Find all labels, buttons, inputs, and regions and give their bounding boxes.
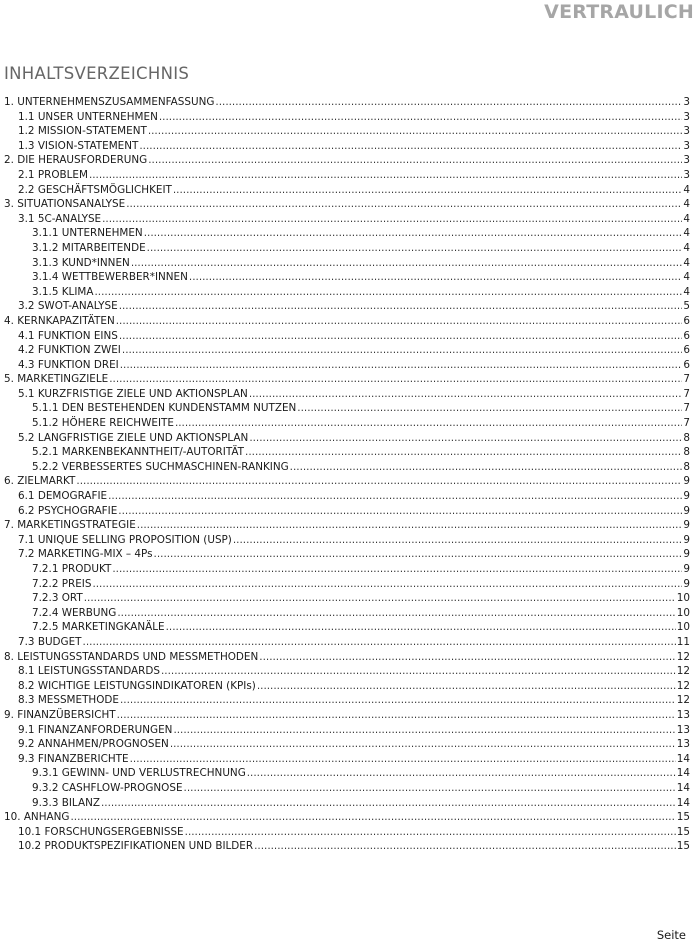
- toc-entry[interactable]: [4, 270, 690, 285]
- toc-dot-leader: [139, 139, 682, 154]
- toc-title: INHALTSVERZEICHNIS: [4, 64, 190, 83]
- toc-dot-leader: [119, 299, 683, 314]
- toc-entry-title: 7.2.1 PRODUKT: [32, 563, 112, 575]
- toc-entry[interactable]: [4, 358, 690, 373]
- toc-dot-leader: [184, 781, 676, 796]
- toc-dot-leader: [117, 606, 675, 621]
- toc-page-number: 10: [676, 621, 690, 634]
- toc-page-number: 13: [676, 738, 690, 751]
- toc-page-number: 4: [683, 285, 690, 298]
- confidential-label: VERTRAULICH: [544, 1, 694, 23]
- toc-entry-title: 5.1.2 HÖHERE REICHWEITE: [32, 417, 174, 430]
- toc-entry-title: 4.3 FUNKTION DREI: [18, 358, 119, 371]
- toc-page-number: 7: [683, 373, 690, 386]
- toc-entry[interactable]: [4, 533, 690, 548]
- toc-dot-leader: [148, 124, 683, 139]
- toc-entry[interactable]: [4, 810, 690, 825]
- toc-entry-title: 7.2.4 WERBUNG: [32, 606, 117, 619]
- toc-page-number: 4: [683, 212, 690, 225]
- toc-page-number: 12: [676, 694, 690, 707]
- toc-dot-leader: [166, 620, 676, 635]
- toc-entry[interactable]: [4, 650, 690, 665]
- table-of-contents: [4, 95, 690, 854]
- toc-entry-title: 10.1 FORSCHUNGSERGEBNISSE: [18, 825, 184, 838]
- toc-entry[interactable]: [4, 781, 690, 796]
- toc-entry-title: 6. ZIELMARKT: [4, 475, 76, 488]
- toc-dot-leader: [159, 110, 683, 125]
- toc-entry-title: 9.3.3 BILANZ: [32, 796, 100, 809]
- toc-page-number: 7: [683, 402, 690, 415]
- toc-page-number: 6: [683, 314, 690, 327]
- toc-dot-leader: [120, 693, 676, 708]
- toc-entry[interactable]: [4, 387, 690, 402]
- toc-entry-title: 4. KERNKAPAZITÄTEN: [4, 314, 115, 327]
- toc-dot-leader: [170, 737, 676, 752]
- toc-entry[interactable]: [4, 285, 690, 300]
- toc-page-number: 13: [676, 723, 690, 736]
- toc-entry-title: 3.2 SWOT-ANALYSE: [18, 300, 118, 313]
- toc-page-number: 13: [676, 708, 690, 721]
- toc-entry-title: 9.3.2 CASHFLOW-PROGNOSE: [32, 781, 183, 794]
- toc-entry[interactable]: [4, 445, 690, 460]
- toc-page-number: 3: [683, 96, 690, 108]
- toc-entry[interactable]: [4, 474, 690, 489]
- toc-page-number: 14: [676, 796, 690, 809]
- toc-entry[interactable]: [4, 314, 690, 329]
- toc-entry[interactable]: [4, 635, 690, 650]
- toc-entry-title: 7.2.2 PREIS: [32, 577, 92, 590]
- toc-page-number: 8: [683, 460, 690, 473]
- toc-entry-title: 5.1.1 DEN BESTEHENDEN KUNDENSTAMM NUTZEN: [32, 402, 297, 415]
- toc-page-number: 5: [683, 300, 690, 313]
- toc-entry[interactable]: [4, 372, 690, 387]
- toc-entry-title: 1.2 MISSION-STATEMENT: [18, 125, 147, 138]
- toc-page-number: 12: [676, 650, 690, 663]
- toc-page-number: 3: [683, 139, 690, 152]
- toc-page-number: 6: [683, 329, 690, 342]
- toc-page-number: 9: [683, 475, 690, 488]
- toc-page-number: 4: [683, 271, 690, 284]
- toc-entry-title: 2.2 GESCHÄFTSMÖGLICHKEIT: [18, 183, 172, 196]
- toc-dot-leader: [249, 431, 682, 446]
- toc-entry[interactable]: [4, 591, 690, 606]
- toc-entry[interactable]: [4, 416, 690, 431]
- toc-dot-leader: [102, 212, 682, 227]
- toc-page-number: 11: [676, 635, 690, 648]
- toc-entry[interactable]: [4, 343, 690, 358]
- toc-page-number: 10: [676, 592, 690, 605]
- toc-entry[interactable]: [4, 299, 690, 314]
- toc-entry-title: 1.3 VISION-STATEMENT: [18, 139, 139, 152]
- toc-entry[interactable]: [4, 839, 690, 854]
- toc-page-number: 9: [683, 490, 690, 503]
- toc-page-number: 9: [683, 548, 690, 561]
- toc-dot-leader: [83, 635, 676, 650]
- toc-page-number: 15: [676, 840, 690, 853]
- toc-entry-title: 2.1 PROBLEM: [18, 168, 88, 181]
- toc-entry[interactable]: [4, 679, 690, 694]
- toc-dot-leader: [70, 810, 675, 825]
- toc-entry-title: 9.3 FINANZBERICHTE: [18, 752, 129, 765]
- toc-entry[interactable]: [4, 504, 690, 519]
- toc-entry[interactable]: [4, 460, 690, 475]
- toc-entry-title: 5.2.2 VERBESSERTES SUCHMASCHINEN-RANKING: [32, 460, 289, 473]
- toc-page-number: 8: [683, 431, 690, 444]
- toc-entry-title: 4.2 FUNKTION ZWEI: [18, 344, 121, 357]
- toc-dot-leader: [297, 401, 682, 416]
- toc-entry-title: 5.2.1 MARKENBEKANNTHEIT/-AUTORITÄT: [32, 446, 245, 459]
- toc-entry[interactable]: [4, 183, 690, 198]
- toc-entry[interactable]: [4, 168, 690, 183]
- toc-dot-leader: [119, 329, 683, 344]
- toc-entry-title: 6.2 PSYCHOGRAFIE: [18, 504, 118, 517]
- toc-dot-leader: [137, 518, 683, 533]
- toc-entry[interactable]: [4, 752, 690, 767]
- toc-entry[interactable]: [4, 95, 690, 110]
- toc-page-number: 7: [683, 387, 690, 400]
- toc-dot-leader: [117, 708, 676, 723]
- toc-page-number: 15: [676, 825, 690, 838]
- toc-page-number: 14: [676, 781, 690, 794]
- toc-entry-title: 7.2.5 MARKETINGKANÄLE: [32, 621, 165, 634]
- toc-page-number: 4: [683, 183, 690, 196]
- toc-dot-leader: [173, 183, 683, 198]
- toc-entry-title: 1. UNTERNEHMENSZUSAMMENFASSUNG: [4, 96, 215, 108]
- toc-entry[interactable]: [4, 518, 690, 533]
- toc-dot-leader: [131, 256, 683, 271]
- toc-dot-leader: [259, 650, 675, 665]
- toc-entry[interactable]: [4, 124, 690, 139]
- toc-entry[interactable]: [4, 708, 690, 723]
- toc-dot-leader: [92, 577, 682, 592]
- toc-dot-leader: [116, 314, 683, 329]
- toc-entry[interactable]: [4, 723, 690, 738]
- toc-entry-title: 3.1.1 UNTERNEHMEN: [32, 227, 143, 240]
- toc-page-number: 8: [683, 446, 690, 459]
- toc-page-number: 9: [683, 504, 690, 517]
- toc-entry[interactable]: [4, 212, 690, 227]
- toc-dot-leader: [148, 153, 682, 168]
- toc-page-number: 3: [683, 125, 690, 138]
- toc-entry-title: 9.1 FINANZANFORDERUNGEN: [18, 723, 173, 736]
- toc-page-number: 4: [683, 256, 690, 269]
- toc-dot-leader: [122, 343, 682, 358]
- toc-dot-leader: [84, 591, 676, 606]
- toc-entry-title: 7.3 BUDGET: [18, 635, 82, 648]
- toc-entry-title: 3. SITUATIONSANALYSE: [4, 198, 126, 211]
- toc-entry[interactable]: [4, 547, 690, 562]
- toc-dot-leader: [173, 723, 675, 738]
- toc-dot-leader: [189, 270, 682, 285]
- toc-dot-leader: [161, 664, 676, 679]
- toc-page-number: 10: [676, 606, 690, 619]
- page-footer-label: Seite: [656, 928, 686, 942]
- toc-entry[interactable]: [4, 197, 690, 212]
- toc-page-number: 6: [683, 344, 690, 357]
- toc-entry-title: 5.1 KURZFRISTIGE ZIELE UND AKTIONSPLAN: [18, 387, 248, 400]
- toc-page-number: 12: [676, 679, 690, 692]
- toc-dot-leader: [118, 504, 682, 519]
- toc-dot-leader: [76, 474, 682, 489]
- toc-page-number: 12: [676, 665, 690, 678]
- toc-page-number: 3: [683, 110, 690, 123]
- toc-dot-leader: [185, 825, 676, 840]
- toc-entry[interactable]: [4, 737, 690, 752]
- toc-entry-title: 4.1 FUNKTION EINS: [18, 329, 118, 342]
- toc-entry[interactable]: [4, 226, 690, 241]
- toc-dot-leader: [245, 445, 682, 460]
- toc-entry-title: 6.1 DEMOGRAFIE: [18, 490, 108, 503]
- toc-page-number: 4: [683, 241, 690, 254]
- toc-page-number: 4: [683, 227, 690, 240]
- toc-dot-leader: [94, 285, 682, 300]
- toc-dot-leader: [247, 766, 676, 781]
- toc-page-number: 14: [676, 767, 690, 780]
- toc-entry[interactable]: [4, 606, 690, 621]
- toc-entry-title: 9. FINANZÜBERSICHT: [4, 708, 116, 721]
- toc-entry[interactable]: [4, 562, 690, 577]
- toc-entry[interactable]: [4, 825, 690, 840]
- toc-entry-title: 10.2 PRODUKTSPEZIFIKATIONEN UND BILDER: [18, 840, 254, 853]
- toc-entry-title: 3.1 5C-ANALYSE: [18, 212, 102, 225]
- toc-entry[interactable]: [4, 693, 690, 708]
- toc-dot-leader: [112, 562, 682, 577]
- toc-entry-title: 9.2 ANNAHMEN/PROGNOSEN: [18, 738, 169, 751]
- toc-entry[interactable]: [4, 329, 690, 344]
- toc-entry-title: 7.2 MARKETING-MIX – 4Ps: [18, 548, 153, 561]
- toc-entry[interactable]: [4, 664, 690, 679]
- toc-entry-title: 5.2 LANGFRISTIGE ZIELE UND AKTIONSPLAN: [18, 431, 249, 444]
- toc-entry[interactable]: [4, 766, 690, 781]
- toc-dot-leader: [254, 839, 676, 854]
- toc-dot-leader: [175, 416, 682, 431]
- toc-entry-title: 3.1.5 KLIMA: [32, 285, 94, 298]
- toc-dot-leader: [249, 387, 683, 402]
- toc-entry[interactable]: [4, 153, 690, 168]
- toc-entry[interactable]: [4, 139, 690, 154]
- toc-dot-leader: [109, 372, 682, 387]
- toc-dot-leader: [130, 752, 676, 767]
- toc-entry-title: 8.2 WICHTIGE LEISTUNGSINDIKATOREN (KPIs): [18, 679, 256, 692]
- toc-dot-leader: [101, 796, 676, 811]
- toc-entry-title: 7.1 UNIQUE SELLING PROPOSITION (USP): [18, 533, 232, 546]
- toc-dot-leader: [89, 168, 682, 183]
- toc-page-number: 9: [683, 519, 690, 532]
- toc-page-number: 7: [683, 417, 690, 430]
- toc-dot-leader: [120, 358, 683, 373]
- toc-entry[interactable]: [4, 401, 690, 416]
- toc-entry[interactable]: [4, 796, 690, 811]
- toc-entry[interactable]: [4, 110, 690, 125]
- toc-dot-leader: [290, 460, 683, 475]
- toc-entry-title: 3.1.2 MITARBEITENDE: [32, 241, 146, 254]
- toc-dot-leader: [144, 226, 683, 241]
- toc-page-number: 9: [683, 533, 690, 546]
- toc-entry[interactable]: [4, 256, 690, 271]
- toc-dot-leader: [126, 197, 682, 212]
- toc-dot-leader: [154, 547, 683, 562]
- toc-dot-leader: [233, 533, 683, 548]
- toc-page-number: 9: [683, 577, 690, 590]
- toc-page-number: 14: [676, 752, 690, 765]
- toc-entry-title: 2. DIE HERAUSFORDERUNG: [4, 154, 148, 167]
- toc-entry[interactable]: [4, 241, 690, 256]
- toc-dot-leader: [147, 241, 683, 256]
- toc-page-number: 9: [683, 563, 690, 575]
- toc-entry-title: 1.1 UNSER UNTERNEHMEN: [18, 110, 158, 123]
- toc-entry[interactable]: [4, 431, 690, 446]
- toc-entry-title: 8. LEISTUNGSSTANDARDS UND MESSMETHODEN: [4, 650, 259, 663]
- toc-entry-title: 10. ANHANG: [4, 811, 70, 824]
- toc-entry-title: 8.3 MESSMETHODE: [18, 694, 119, 707]
- toc-page-number: 3: [683, 154, 690, 167]
- toc-page-number: 15: [676, 811, 690, 824]
- toc-entry-title: 3.1.4 WETTBEWERBER*INNEN: [32, 271, 188, 284]
- toc-entry-title: 5. MARKETINGZIELE: [4, 373, 109, 386]
- toc-dot-leader: [257, 679, 676, 694]
- toc-entry-title: 7. MARKETINGSTRATEGIE: [4, 519, 136, 532]
- toc-dot-leader: [108, 489, 682, 504]
- toc-entry[interactable]: [4, 577, 690, 592]
- toc-entry-title: 3.1.3 KUND*INNEN: [32, 256, 130, 269]
- toc-entry[interactable]: [4, 620, 690, 635]
- toc-dot-leader: [215, 95, 682, 110]
- toc-entry-title: 8.1 LEISTUNGSSTANDARDS: [18, 665, 160, 678]
- toc-page-number: 4: [683, 198, 690, 211]
- toc-entry[interactable]: [4, 489, 690, 504]
- toc-page-number: 6: [683, 358, 690, 371]
- toc-entry-title: 9.3.1 GEWINN- UND VERLUSTRECHNUNG: [32, 767, 246, 780]
- toc-entry-title: 7.2.3 ORT: [32, 592, 83, 605]
- toc-page-number: 3: [683, 168, 690, 181]
